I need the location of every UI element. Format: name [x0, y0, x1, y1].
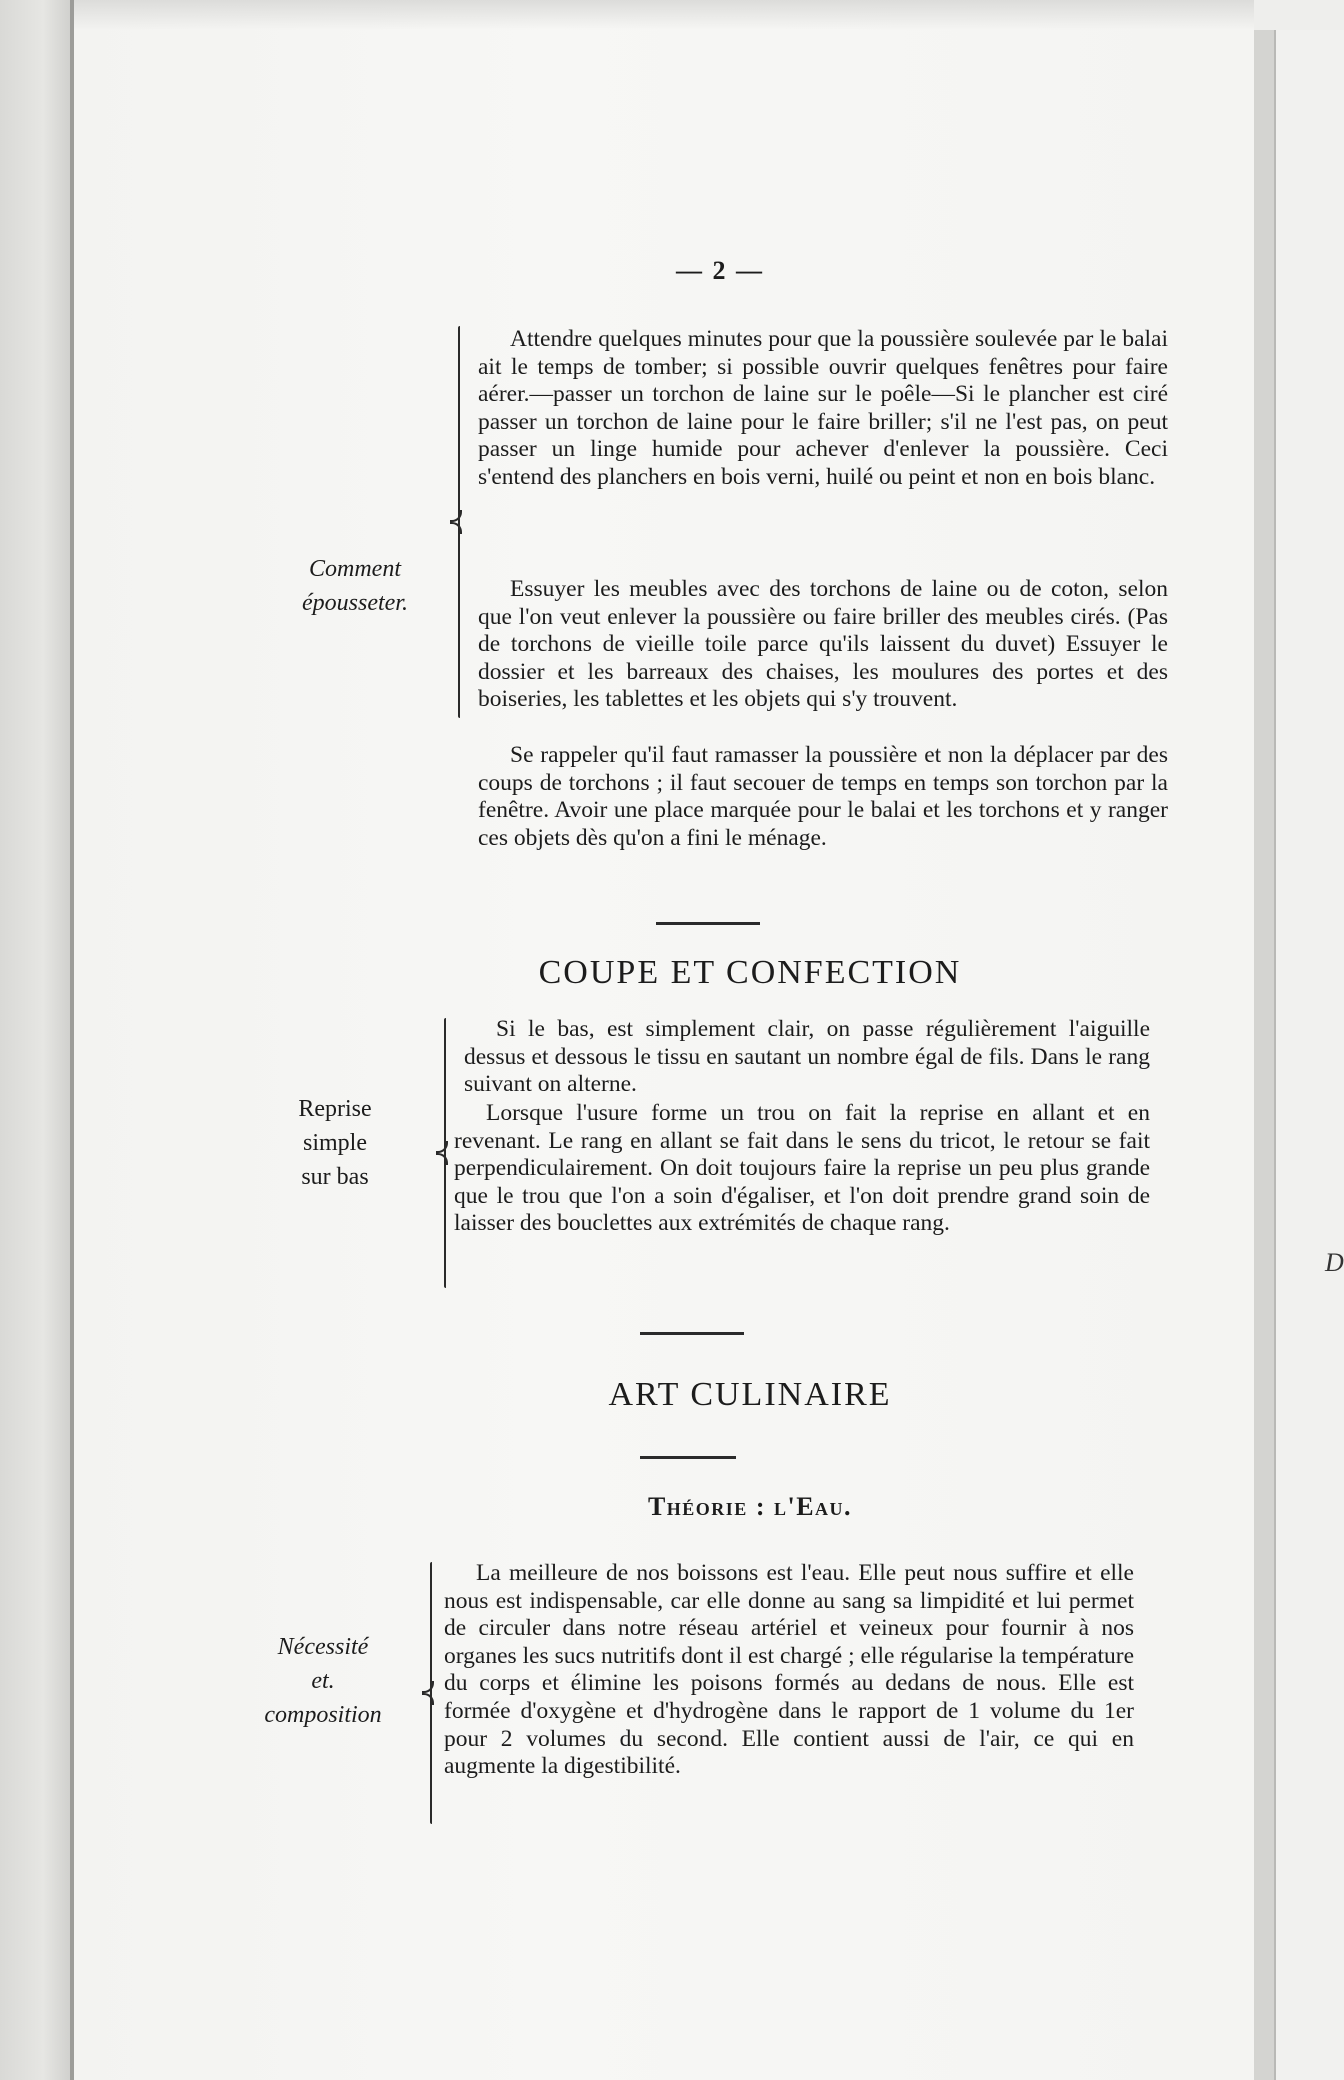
top-shadow: [74, 0, 1254, 30]
side-note-necessite: [228, 1630, 418, 1732]
section-divider: [656, 922, 760, 925]
side-note-line: épousseter.: [302, 590, 408, 616]
side-note-line: composition: [264, 1702, 382, 1728]
section-heading-coupe: COUPE ET CONFECTION: [538, 954, 962, 991]
section-divider: [640, 1456, 736, 1459]
paragraph: Se rappeler qu'il faut ramasser la poussière et non la déplacer par des coups de torchons ; il faut secouer de temps en temps son torchon par la fenêtre. Avoir une place marquée pour le balai et les torchons et y ranger ces objets dès qu'on a fini le ménage.: [478, 742, 1168, 851]
page-number: — 2 —: [676, 256, 764, 285]
side-note-line: simple: [303, 1130, 367, 1156]
page-gutter: [1254, 30, 1274, 2080]
next-page-edge: [1274, 30, 1344, 2080]
side-note-epousseter: [270, 552, 440, 620]
side-note-line: Reprise: [298, 1096, 372, 1122]
brace-epousseter: [458, 326, 460, 718]
subheading-theorie: Théorie : l'Eau.: [647, 1492, 853, 1521]
side-note-line: et.: [311, 1668, 335, 1694]
paragraph: Si le bas, est simplement clair, on passe régulièrement l'aiguille dessus et dessous le tissu en sautant un nombre égal de fils. Dans le rang suivant on alterne.: [464, 1016, 1150, 1098]
left-page-edge: [0, 0, 72, 2080]
next-page-fragment: D: [1325, 1248, 1344, 1277]
paragraph: Essuyer les meubles avec des torchons de laine ou de coton, selon que l'on veut enlever la poussière ou faire briller des meubles cirés. (Pas de torchons de vieille toile parce qu'ils laissent du duvet) Essuyer le dossier et les barreaux des chaises, les moulures des portes et des boiseries, les tablettes et les objets qui s'y trouvent.: [478, 576, 1168, 713]
paragraph: La meilleure de nos boissons est l'eau. Elle peut nous suffire et elle nous est indispensable, car elle donne au sang sa limpidité et lui permet de circuler dans notre réseau artériel et veineux pour fournir à nos organes les sucs nutritifs dont il est chargé ; elle régularise la température du corps et élimine les poisons formés au dedans de nous. Elle est formée d'oxygène et d'hydrogène dans le rapport de 1 volume du 1er pour 2 volumes du second. Elle contient aussi de l'air, ce qui en augmente la digestibilité.: [444, 1560, 1134, 1780]
side-note-line: Comment: [309, 556, 401, 582]
section-divider: [640, 1332, 744, 1335]
side-note-line: sur bas: [301, 1164, 369, 1190]
section-heading-culinaire: ART CULINAIRE: [608, 1376, 892, 1413]
side-note-line: Nécessité: [277, 1634, 369, 1660]
brace-necessite: [430, 1562, 432, 1824]
side-note-reprise: [250, 1092, 420, 1194]
paragraph: Lorsque l'usure forme un trou on fait la reprise en allant et en revenant. Le rang en allant se fait dans le sens du tricot, le retour se fait perpendiculairement. On doit toujours faire la reprise un peu plus grande que le trou que l'on a soin d'égaliser, et l'on doit prendre grand soin de laisser des bouclettes aux extrémités de chaque rang.: [454, 1100, 1150, 1237]
paragraph: Attendre quelques minutes pour que la poussière soulevée par le balai ait le temps de tomber; si possible ouvrir quelques fenêtres pour faire aérer.—passer un torchon de laine sur le poêle—Si le plancher est ciré passer un torchon de laine pour le faire briller; s'il ne l'est pas, on peut passer un linge humide pour achever d'enlever la poussière. Ceci s'entend des planchers en bois verni, huilé ou peint et non en bois blanc.: [478, 326, 1168, 490]
brace-reprise: [444, 1018, 446, 1288]
